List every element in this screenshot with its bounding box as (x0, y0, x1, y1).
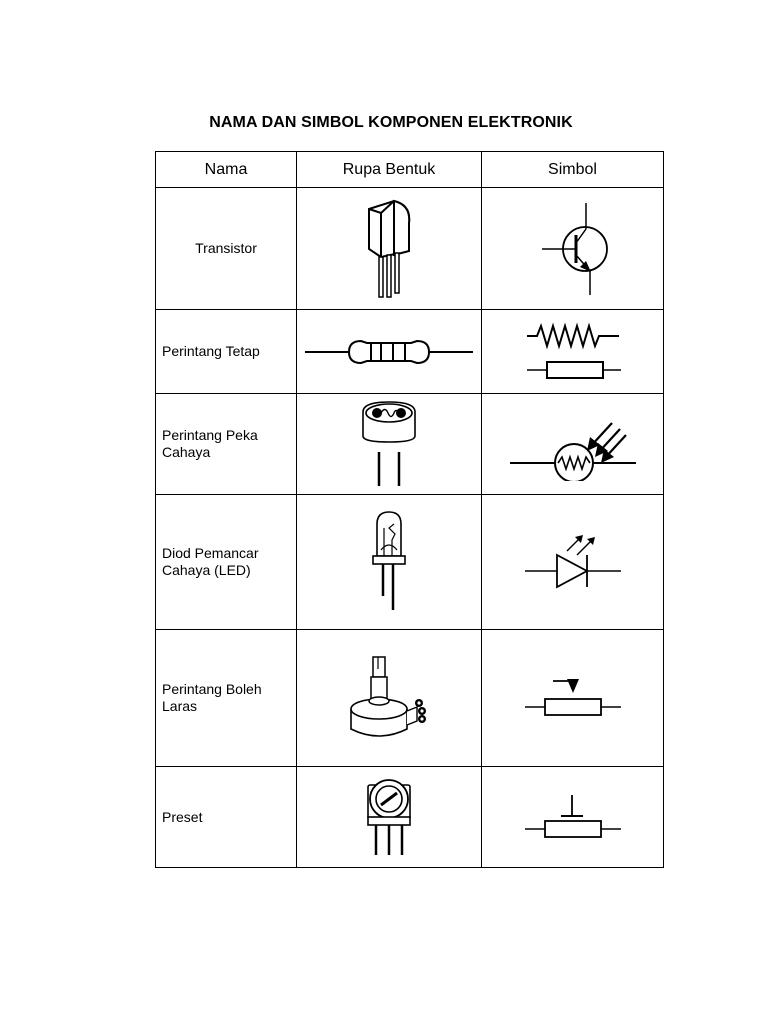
resistor-symbol-icon (523, 321, 623, 383)
transistor-symbol (482, 188, 664, 310)
component-name: Transistor (156, 188, 297, 310)
header-symbol: Simbol (482, 152, 664, 188)
potentiometer-picture (297, 630, 482, 767)
fixed-resistor-picture (297, 310, 482, 394)
led-image (367, 510, 411, 614)
component-name: Perintang Boleh Laras (156, 630, 297, 767)
led-picture (297, 495, 482, 630)
table-row (156, 394, 664, 495)
table-row (156, 767, 664, 868)
led-symbol (482, 495, 664, 630)
component-name: Preset (156, 767, 297, 868)
npn-transistor-symbol-icon (528, 199, 618, 299)
components-table (155, 151, 664, 868)
transistor-picture (297, 188, 482, 310)
document-title: NAMA DAN SIMBOL KOMPONEN ELEKTRONIK (209, 114, 573, 131)
table-row (156, 310, 664, 394)
led-symbol-icon (523, 527, 623, 597)
table-row (156, 630, 664, 767)
header-name: Nama (156, 152, 297, 188)
header-shape: Rupa Bentuk (297, 152, 482, 188)
table-header-row (156, 152, 664, 188)
fixed-resistor-image (303, 332, 475, 372)
ldr-symbol (482, 394, 664, 495)
fixed-resistor-symbol (482, 310, 664, 394)
component-name: Diod Pemancar Cahaya (LED) (156, 495, 297, 630)
ldr-symbol-icon (508, 407, 638, 481)
table-row (156, 495, 664, 630)
preset-resistor-symbol-icon (523, 791, 623, 843)
ldr-image (357, 400, 421, 488)
component-name: Perintang Peka Cahaya (156, 394, 297, 495)
potentiometer-symbol (482, 630, 664, 767)
potentiometer-image (347, 655, 431, 741)
component-name: Perintang Tetap (156, 310, 297, 394)
preset-image (364, 777, 414, 857)
transistor-image (359, 197, 419, 301)
table-row (156, 188, 664, 310)
ldr-picture (297, 394, 482, 495)
preset-picture (297, 767, 482, 868)
preset-symbol (482, 767, 664, 868)
variable-resistor-symbol-icon (523, 675, 623, 721)
